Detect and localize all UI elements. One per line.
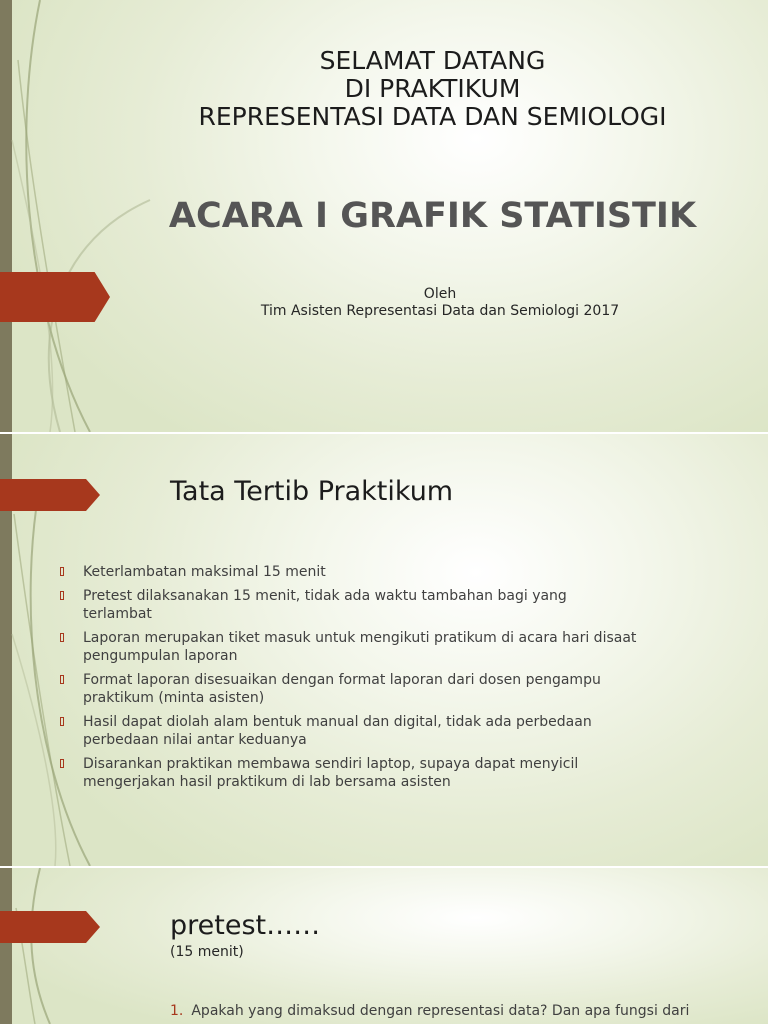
slide-title: Tata Tertib Praktikum bbox=[170, 476, 454, 507]
welcome-line: SELAMAT DATANG bbox=[319, 46, 546, 75]
list-item bbox=[170, 1002, 730, 1020]
author-block bbox=[140, 286, 740, 320]
welcome-line: REPRESENTASI DATA DAN SEMIOLOGI bbox=[198, 102, 667, 131]
question-number: 1. bbox=[170, 1003, 184, 1019]
rule-text: Disarankan praktikan membawa sendiri laptop, supaya dapat menyicil mengerjakan hasil praktikum di lab bersama asisten bbox=[83, 756, 579, 790]
question-text: Apakah yang dimaksud dengan representasi data? Dan apa fungsi dari bbox=[191, 1003, 690, 1019]
bullet-icon bbox=[60, 759, 64, 768]
list-item bbox=[60, 563, 640, 581]
accent-arrow-tag bbox=[0, 272, 110, 322]
accent-arrow-tag bbox=[0, 911, 100, 943]
bullet-icon bbox=[60, 717, 64, 726]
rule-text: Hasil dapat diolah alam bentuk manual dan digital, tidak ada perbedaan perbedaan nilai antar keduanya bbox=[83, 714, 592, 748]
rule-text: Keterlambatan maksimal 15 menit bbox=[83, 564, 326, 580]
bullet-icon bbox=[60, 675, 64, 684]
decorative-swirl-lines bbox=[0, 868, 160, 1024]
list-item bbox=[60, 671, 640, 707]
slide-pretest bbox=[0, 868, 768, 1024]
accent-arrow-tag bbox=[0, 479, 100, 511]
list-item bbox=[60, 713, 640, 749]
questions-list bbox=[170, 1002, 730, 1020]
list-item bbox=[60, 587, 640, 623]
rule-text: Format laporan disesuaikan dengan format laporan dari dosen pengampu praktikum (minta asisten) bbox=[83, 672, 601, 706]
slide-subtitle: (15 menit) bbox=[170, 944, 244, 960]
welcome-heading bbox=[140, 47, 725, 131]
slide-title: pretest…… bbox=[170, 910, 321, 941]
list-item bbox=[60, 629, 640, 665]
slide-rules bbox=[0, 434, 768, 866]
welcome-line: DI PRAKTIKUM bbox=[344, 74, 521, 103]
rule-text: Pretest dilaksanakan 15 menit, tidak ada waktu tambahan bagi yang terlambat bbox=[83, 588, 567, 622]
decorative-swirl-lines bbox=[0, 0, 160, 432]
list-item bbox=[60, 755, 640, 791]
bullet-icon bbox=[60, 633, 64, 642]
bullet-icon bbox=[60, 591, 64, 600]
event-title: ACARA I GRAFIK STATISTIK bbox=[168, 196, 697, 236]
slide-title-page bbox=[0, 0, 768, 432]
by-label: Oleh bbox=[423, 286, 457, 302]
rule-text: Laporan merupakan tiket masuk untuk mengikuti pratikum di acara hari disaat pengumpulan laporan bbox=[83, 630, 637, 664]
author-name: Tim Asisten Representasi Data dan Semiologi 2017 bbox=[260, 303, 620, 319]
rules-list bbox=[60, 563, 640, 797]
bullet-icon bbox=[60, 567, 64, 576]
